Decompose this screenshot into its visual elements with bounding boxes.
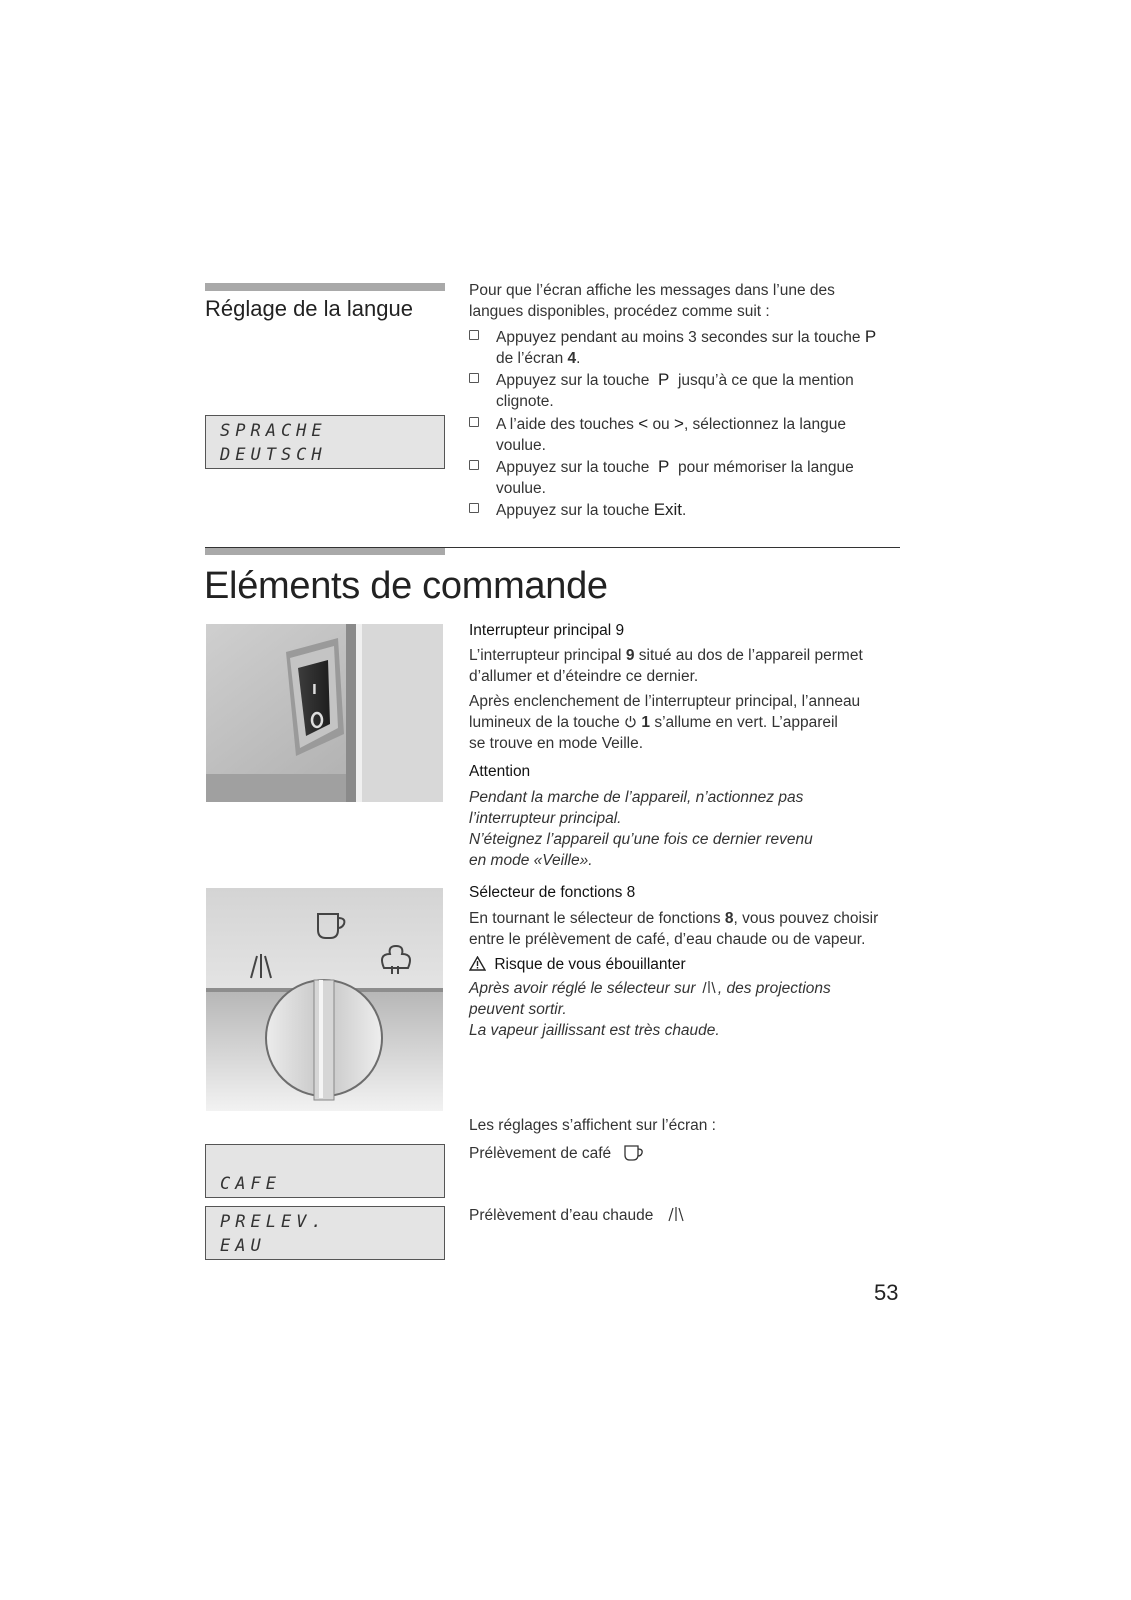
heading-function-selector: Sélecteur de fonctions 8 [469,884,636,901]
section-rule [205,547,900,548]
attention-text: Pendant la marche de l’appareil, n’actionnez pas l’interrupteur principal. N’éteignez l’appareil qu’une fois ce dernier revenu en mode «Veille». [469,789,813,869]
setting-hot-water: Prélèvement d’eau chaude [469,1204,686,1226]
selector-knob-photo [206,888,443,1111]
language-intro: Pour que l’écran affiche les messages dans l’une des langues disponibles, procédez comme suit : [469,282,835,320]
exit-key-glyph: Exit [653,500,683,519]
language-steps: Appuyez pendant au moins 3 secondes sur la touche P de l’écran 4. Appuyez sur la touche P jusqu’à ce que la mention clignote. A l’aide des touches < ou >, sélectionnez la langue voulue. Appuyez sur la touche P pour mémoriser la langue voulue. Appuyez sur la touche Exit. [469,326,909,526]
p-key-glyph: P [658,370,670,389]
left-key-glyph: < [638,414,649,433]
section-bar [205,283,445,291]
main-switch-p2: Après enclenchement de l’interrupteur principal, l’anneau lumineux de la touche 1 s’allume en vert. L’appareil se trouve en mode Veille. [469,693,861,752]
checkbox-bullet-icon [469,330,479,340]
checkbox-bullet-icon [469,460,479,470]
rocker-switch-photo [206,624,443,802]
checkbox-bullet-icon [469,417,479,427]
svg-text:I: I [312,683,317,698]
risk-text: Après avoir réglé le sélecteur sur , des projections peuvent sortir. La vapeur jaillissant est très chaude. [469,980,831,1039]
setting-coffee: Prélèvement de café [469,1140,645,1164]
page-number: 53 [874,1280,899,1305]
risk-heading: Risque de vous ébouillanter [469,954,686,974]
cup-icon [623,1144,645,1162]
p-key-glyph: P [864,327,877,346]
power-icon [624,713,637,726]
hot-water-icon [700,979,718,993]
p-key-glyph: P [658,457,670,476]
display-line-2: EAU [220,1236,266,1256]
display-hot-water [205,1206,445,1260]
section-bar [205,547,445,555]
warning-icon [469,956,486,971]
checkbox-bullet-icon [469,503,479,513]
attention-heading: Attention [469,763,531,780]
display-line-2: CAFE [220,1174,281,1194]
heading-main-switch: Interrupteur principal 9 [469,622,625,639]
display-line-1: SPRACHE [220,421,327,441]
display-coffee [205,1144,445,1198]
display-language [205,415,445,469]
main-switch-p1: L’interrupteur principal 9 situé au dos de l’appareil permet d’allumer et d’éteindre ce dernier. [469,647,863,685]
display-line-2: DEUTSCH [220,445,327,465]
function-selector-p1: En tournant le sélecteur de fonctions 8, vous pouvez choisir entre le prélèvement de café, d’eau chaude ou de vapeur. [469,910,879,948]
right-key-glyph: > [674,414,684,433]
section-title-language: Réglage de la langue [205,296,413,321]
hot-water-icon [666,1206,686,1222]
display-line-1: PRELEV. [220,1212,327,1232]
checkbox-bullet-icon [469,373,479,383]
section-title-controls: Eléments de commande [204,565,608,607]
display-line-1 [220,1148,444,1172]
settings-intro: Les réglages s’affichent sur l’écran : [469,1117,716,1134]
